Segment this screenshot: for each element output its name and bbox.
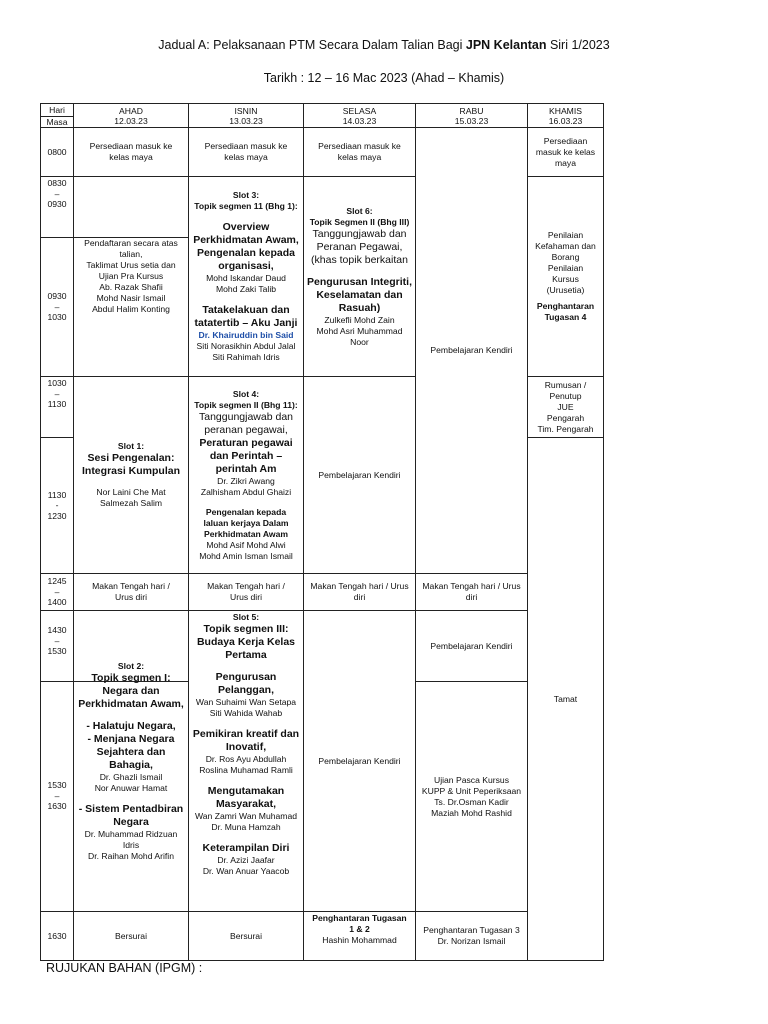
lunch-rabu: Makan Tengah hari / Urus diri — [422, 581, 521, 602]
presenter: Noor — [350, 336, 369, 347]
session-title: Masyarakat, — [215, 798, 277, 810]
session-title: laluan kerjaya Dalam — [203, 517, 289, 528]
document-title — [0, 38, 768, 52]
day-name: ISNIN — [234, 105, 258, 116]
presenter: Dr. Muna Hamzah — [211, 822, 281, 832]
presenter: Wan Zamri Wan Muhamad — [194, 811, 298, 821]
time-text: 1630 — [47, 801, 67, 811]
prep-isnin: Persediaan masuk ke kelas maya — [204, 141, 288, 162]
time-text: – — [54, 790, 60, 801]
presenter: Siti Rahimah Idris — [212, 352, 280, 362]
time-text: 1430 — [47, 625, 67, 635]
slot-label: Slot 2: — [117, 660, 145, 671]
text-line: Kursus — [552, 274, 579, 284]
session-title: Peraturan pegawai — [199, 436, 293, 449]
day-name: SELASA — [342, 105, 377, 116]
ahad-slot1 — [74, 377, 188, 573]
khamis-rumusan — [528, 377, 603, 437]
ahad-registration — [74, 177, 188, 376]
day-date: 16.03.23 — [548, 115, 583, 126]
presenter: Wan Suhaimi Wan Setapa — [195, 697, 297, 707]
footer-reference: RUJUKAN BAHAN (IPGM) : — [46, 961, 203, 975]
text-line: Tim. Pengarah — [537, 423, 594, 434]
isnin-slot3 — [189, 177, 303, 376]
presenter: Dr. Azizi Jaafar — [217, 855, 275, 865]
title-prefix: Jadual A: Pelaksanaan PTM Secara Dalam Talian Bagi — [158, 38, 466, 52]
ahad-slot2 — [74, 611, 188, 911]
prep-selasa: Persediaan masuk ke kelas maya — [318, 141, 401, 162]
topic-label: Topik segmen 11 (Bhg 1): — [194, 201, 298, 211]
text-line: Borang — [551, 252, 580, 262]
header-day-ahad — [74, 104, 188, 127]
time-text: 1130 — [47, 489, 67, 500]
selasa-pm-self-learning: Pembelajaran Kendiri — [318, 755, 401, 766]
time-0930 — [41, 238, 73, 376]
time-text: 1130 — [47, 399, 67, 409]
presenter: Mohd Asri Muhammad — [316, 325, 403, 336]
day-name: AHAD — [119, 105, 143, 116]
session-title: Overview — [222, 221, 270, 233]
header-day-selasa — [304, 104, 415, 127]
time-text: 1030 — [47, 312, 67, 323]
header-masa: Masa — [46, 117, 68, 127]
isnin-slot4 — [189, 377, 303, 573]
text-line: Taklimat Urus setia dan — [86, 260, 176, 270]
bersurai-isnin: Bersurai — [230, 930, 262, 941]
session-title: organisasi, — [218, 260, 274, 272]
text-line: Pendaftaran secara atas talian, — [84, 238, 178, 259]
session-title: Pengenalan kepada — [205, 506, 287, 517]
selasa-submission — [304, 912, 415, 960]
session-text: Peranan Pegawai, — [316, 240, 403, 253]
date-line: Tarikh : 12 – 16 Mac 2023 (Ahad – Khamis) — [263, 71, 505, 85]
time-text: 1530 — [47, 780, 67, 790]
session-title: Perkhidmatan Awam, — [193, 234, 299, 246]
rabu-1430-self-learning: Pembelajaran Kendiri — [430, 640, 513, 651]
time-1430 — [41, 611, 73, 681]
slot-label: Slot 1: — [117, 441, 145, 451]
session-title: - Halatuju Negara, — [86, 719, 176, 732]
rabu-submission — [416, 912, 527, 960]
session-title: Topik segmen I: — [91, 671, 171, 684]
isnin-slot5 — [189, 611, 303, 911]
lunch-isnin: Makan Tengah hari / Urus diri — [207, 581, 285, 602]
presenter: Dr. Zikri Awang — [217, 475, 275, 486]
title-suffix: Siri 1/2023 — [546, 38, 610, 52]
presenter: Nor Laini Che Mat — [96, 487, 166, 497]
header-day-khamis — [528, 104, 603, 127]
session-title: Pelanggan, — [217, 684, 274, 696]
presenter: Zalhisham Abdul Ghaizi — [200, 486, 292, 497]
session-text: Tanggungjawab dan — [199, 410, 293, 423]
presenter: Mohd Iskandar Daud — [206, 273, 286, 283]
day-date: 13.03.23 — [229, 115, 263, 126]
time-text: 1530 — [47, 646, 67, 656]
session-title: - Sistem Pentadbiran — [78, 802, 184, 815]
session-title: Budaya Kerja Kelas — [196, 636, 296, 648]
bersurai-ahad: Bersurai — [115, 930, 147, 941]
presenter: Dr. Norizan Ismail — [437, 936, 506, 946]
text-line: Penghantaran Tugasan 3 — [423, 925, 520, 935]
text-line: (Urusetia) — [546, 285, 585, 295]
session-title: Perkhidmatan Awam — [203, 528, 289, 539]
text-line: Mohd Nasir Ismail — [96, 293, 166, 303]
text-line-bold: 1 & 2 — [349, 924, 370, 934]
time-text: – — [54, 188, 60, 199]
presenter: Nor Anuwar Hamat — [94, 782, 168, 793]
time-text: - — [55, 500, 59, 511]
session-title: Sejahtera dan — [96, 745, 166, 758]
prep-ahad: Persediaan masuk ke kelas maya — [89, 141, 173, 162]
title-bold: JPN Kelantan — [465, 38, 547, 52]
time-text: 1245 — [47, 576, 67, 587]
text-line: Ujian Pasca Kursus — [434, 774, 509, 785]
header-day-rabu — [416, 104, 527, 127]
day-date: 15.03.23 — [454, 115, 489, 126]
border-right — [603, 103, 604, 961]
session-title: Topik segmen III: — [203, 623, 289, 635]
presenter: Hashin Mohammad — [322, 935, 397, 945]
topic-label: Topik segmen II (Bhg 11): — [194, 399, 298, 410]
session-title: Pertama — [225, 649, 267, 661]
session-title: Pengenalan kepada — [196, 247, 296, 259]
session-title: Sesi Pengenalan: — [87, 452, 175, 464]
text-line: Rumusan / — [544, 379, 587, 390]
khamis-evaluation — [528, 177, 603, 376]
lunch-selasa: Makan Tengah hari / Urus diri — [310, 581, 409, 602]
session-title: tatatertib – Aku Janji — [194, 317, 298, 329]
presenter: Dr. Ghazli Ismail — [99, 771, 163, 782]
presenter: Siti Wahida Wahab — [209, 708, 283, 718]
session-title: Keselamatan dan — [316, 288, 403, 301]
session-title: Keterampilan Diri — [202, 842, 290, 854]
rabu-post-test — [416, 682, 527, 911]
time-text: 1400 — [47, 597, 67, 608]
slot-label: Slot 5: — [232, 612, 260, 622]
text-line: JUE — [557, 401, 574, 412]
slot-label: Slot 4: — [232, 388, 260, 399]
presenter: Mohd Asif Mohd Alwi — [206, 539, 286, 550]
text-line: Penilaian — [547, 230, 584, 240]
rabu-self-learning: Pembelajaran Kendiri — [430, 345, 513, 355]
text-line: KUPP & Unit Peperiksaan — [421, 785, 522, 796]
text-line-bold: Penghantaran Tugasan — [312, 913, 407, 923]
khamis-tamat: Tamat — [553, 693, 578, 704]
text-line: Ab. Razak Shafii — [99, 282, 163, 292]
time-text: 1030 — [47, 378, 67, 388]
text-line: Pengarah — [546, 412, 585, 423]
header-day-isnin — [189, 104, 303, 127]
selasa-slot6 — [304, 177, 415, 376]
topic-label: Topik Segmen II (Bhg III) — [309, 216, 410, 227]
presenter: Mohd Amin Isman Ismail — [199, 550, 293, 561]
session-title: perintah Am — [215, 462, 277, 475]
header-hari: Hari — [49, 105, 65, 115]
time-1630: 1630 — [47, 930, 67, 941]
session-text: (khas topik berkaitan — [311, 253, 408, 266]
session-title: dan Perintah – — [209, 449, 283, 462]
session-title: Mengutamakan — [207, 785, 285, 797]
time-text: – — [54, 388, 60, 399]
selasa-self-learning: Pembelajaran Kendiri — [318, 469, 401, 480]
session-title: Perkhidmatan Awam, — [78, 697, 184, 710]
time-text: 0830 — [47, 178, 67, 188]
time-text: 1230 — [47, 510, 67, 521]
time-0830 — [41, 177, 73, 237]
presenter: Salmezah Salim — [99, 498, 163, 508]
time-1130 — [41, 438, 73, 573]
prep-khamis: Persediaan masuk ke kelas maya — [535, 135, 596, 168]
time-1030 — [41, 377, 73, 437]
session-title: Tatakelakuan dan — [202, 304, 290, 316]
presenter: Roslina Muhamad Ramli — [199, 765, 293, 775]
text-line-bold: Penghantaran — [536, 301, 595, 311]
time-text: – — [54, 635, 60, 646]
text-line: Kefahaman dan — [535, 241, 596, 251]
lunch-ahad: Makan Tengah hari / Urus diri — [92, 581, 170, 602]
session-title: Integrasi Kumpulan — [81, 465, 180, 477]
time-text: 0930 — [47, 291, 67, 302]
session-title: Rasuah) — [338, 301, 381, 314]
session-title: - Menjana Negara — [87, 732, 175, 745]
text-line-bold: Tugasan 4 — [544, 312, 587, 322]
session-title: Inovatif, — [225, 741, 267, 753]
slot-label: Slot 3: — [232, 190, 260, 200]
session-title: Negara — [113, 815, 149, 828]
presenter: Dr. Ros Ayu Abdullah — [205, 754, 287, 764]
text-line: Penutup — [549, 390, 582, 401]
day-name: RABU — [459, 105, 484, 116]
text-line: Abdul Halim Konting — [92, 304, 170, 314]
time-1530 — [41, 682, 73, 911]
text-line: Maziah Mohd Rashid — [431, 807, 512, 818]
day-date: 14.03.23 — [342, 115, 377, 126]
session-text: peranan pegawai, — [204, 423, 288, 436]
time-text: – — [54, 586, 60, 597]
text-line: Penilaian — [547, 263, 584, 273]
session-title: Bahagia, — [109, 758, 153, 771]
presenter: Dr. Raihan Mohd Arifin — [88, 850, 174, 861]
day-name: KHAMIS — [549, 105, 582, 116]
session-text: Tanggungjawab dan — [312, 227, 407, 240]
session-title: Pengurusan — [215, 671, 277, 683]
session-title: Negara dan — [102, 684, 160, 697]
day-date: 12.03.23 — [114, 115, 148, 126]
text-line: Ujian Pra Kursus — [98, 271, 164, 281]
presenter-highlight: Dr. Khairuddin bin Said — [198, 330, 294, 340]
time-1245 — [41, 574, 73, 610]
presenter: Dr. Wan Anuar Yaacob — [202, 866, 290, 876]
time-text: – — [54, 301, 60, 312]
time-text: 0930 — [47, 199, 67, 209]
presenter: Zulkefli Mohd Zain — [324, 314, 395, 325]
time-0800: 0800 — [47, 146, 67, 157]
presenter: Idris — [122, 839, 140, 850]
text-line: Ts. Dr.Osman Kadir — [434, 796, 509, 807]
presenter: Siti Norasikhin Abdul Jalal — [196, 341, 296, 351]
slot-label: Slot 6: — [346, 205, 373, 216]
presenter: Dr. Muhammad Ridzuan — [84, 828, 178, 839]
session-title: Pengurusan Integriti, — [307, 275, 413, 288]
session-title: Pemikiran kreatif dan — [192, 728, 300, 740]
presenter: Mohd Zaki Talib — [215, 284, 277, 294]
